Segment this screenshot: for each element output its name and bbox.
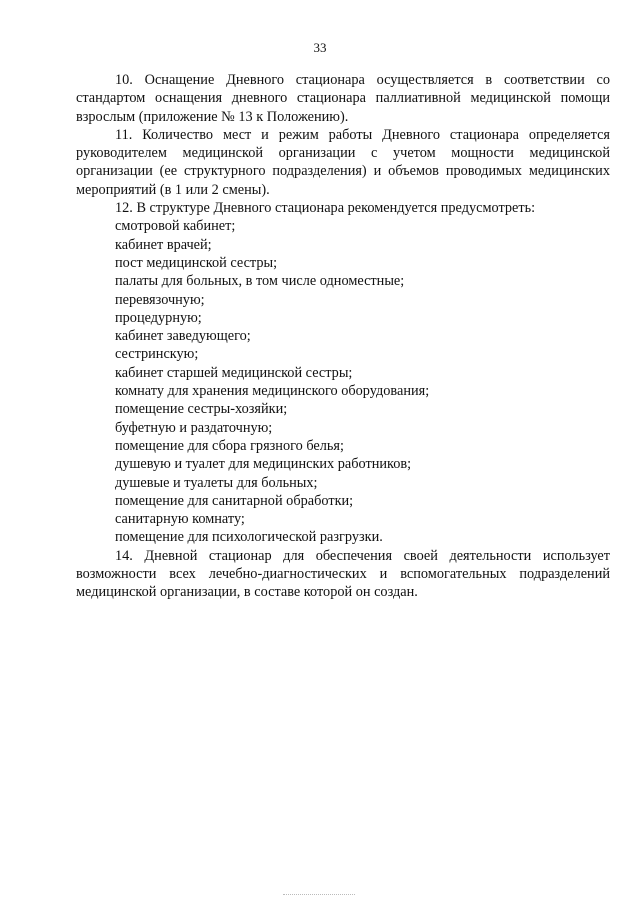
list-item: палаты для больных, в том числе одноместные; [115,273,405,290]
list-item: душевые и туалеты для больных; [115,474,318,491]
list-item: сестринскую; [115,346,199,363]
list-item: буфетную и раздаточную; [115,419,273,436]
list-item: пост медицинской сестры; [115,254,278,271]
list-item: процедурную; [115,309,202,326]
paragraph-14: 14. Дневной стационар для обеспечения своей деятельности использует возможности всех лечебно-диагностических и вспомогательных подразделений медицинской организации, в составе которой он создан. [76,547,610,601]
list-item: кабинет врачей; [115,236,212,253]
list-item: перевязочную; [115,291,205,308]
document-body [76,71,610,602]
paragraph-10: 10. Оснащение Дневного стационара осуществляется в соответствии со стандартом оснащения дневного стационара паллиативной медицинской помощи взрослым (приложение № 13 к Положению). [76,72,610,125]
list-item: помещение для психологической разгрузки. [115,529,383,546]
list-item: смотровой кабинет; [115,218,236,235]
structure-list [76,217,610,546]
paragraph-11: 11. Количество мест и режим работы Дневного стационара определяется руководителем медицинской организации с учетом мощности медицинской организации (ее структурного подразделения) и объемов проводимых медицинских мероприятий (в 1 или 2 смены). [76,126,610,198]
list-item: помещение сестры-хозяйки; [115,401,288,418]
list-item: комнату для хранения медицинского оборудования; [115,383,430,400]
list-item: санитарную комнату; [115,511,245,528]
list-item: помещение для санитарной обработки; [115,492,354,509]
page-number: 33 [313,40,327,55]
list-item: душевую и туалет для медицинских работников; [115,456,412,473]
list-item: кабинет заведующего; [115,328,251,345]
paragraph-12: 12. В структуре Дневного стационара рекомендуется предусмотреть: [115,200,536,217]
list-item: помещение для сбора грязного белья; [115,437,344,454]
list-item: кабинет старшей медицинской сестры; [115,364,353,381]
bottom-scan-mark [283,894,355,895]
